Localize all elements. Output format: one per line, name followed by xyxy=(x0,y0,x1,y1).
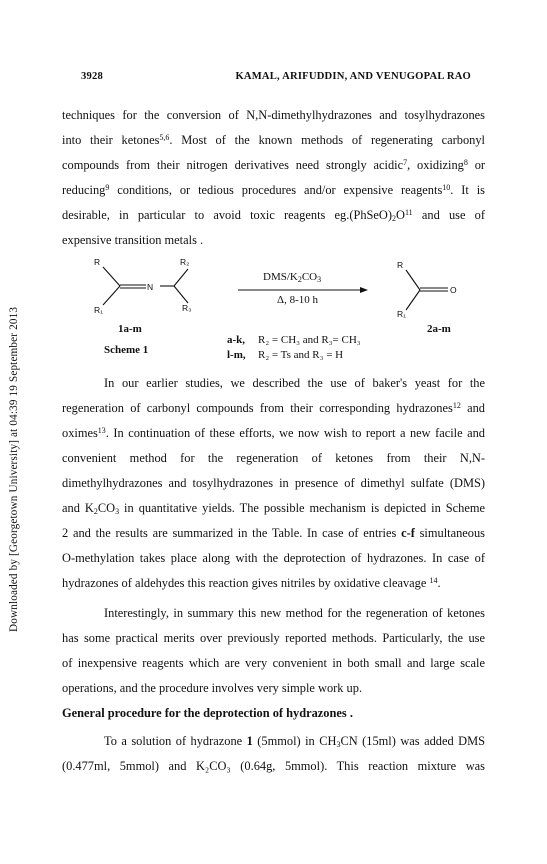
page-number: 3928 xyxy=(81,71,103,82)
text-line: desirable, in particular to avoid toxic reagents $eg.(PhSeO)_2O^{11}$ and use of xyxy=(62,208,485,223)
text-line: Interestingly, in summary this new method for the regeneration of ketones xyxy=(104,606,485,620)
text-line: and $K_2CO_3$ in quantitative yields. The possible mechanism is depicted in Scheme xyxy=(62,501,486,516)
nitrogen-atom: N xyxy=(147,282,154,292)
bond-r1-c-product xyxy=(406,290,420,310)
text-line: operations, and the procedure involves very simple work up. xyxy=(62,681,363,695)
bond-r1-c xyxy=(103,286,120,305)
reagent-label: DMS/$K_2CO_3$ xyxy=(263,271,322,284)
row2-text: R₂ = Ts and R₃ = H xyxy=(258,349,344,361)
text-line: To a solution of hydrazone 1 (5mmol) in $CH_3CN$ (15ml) was added DMS xyxy=(104,734,485,749)
text-line: compounds from their nitrogen derivatives need strongly acidic$^7$, oxidizing$^8$ or xyxy=(62,158,486,172)
bond-r-c xyxy=(103,267,120,286)
text-line: hydrazones of aldehydes this reaction gives nitriles by oxidative cleavage $^{14}$. xyxy=(62,576,441,590)
text-line: has some practical merits over previously reported methods. Particularly, the use xyxy=(62,631,485,645)
text-line: convenient method for the regeneration of ketones from their N,N- xyxy=(62,451,485,465)
row1-id: a-k, xyxy=(227,334,246,346)
text-line: O-methylation takes place along with the deprotection of hydrazones. In case of xyxy=(62,551,485,565)
bond-n-r2 xyxy=(174,269,188,286)
bond-n-r3 xyxy=(174,286,188,303)
text-line: In our earlier studies, we described the use of baker's yeast for the xyxy=(104,376,485,390)
oxygen-atom: O xyxy=(450,285,457,295)
row1-text: R₂ = CH₃ and R₃= CH₃ xyxy=(258,334,361,346)
download-watermark: Downloaded by [Georgetown University] at 04:39 19 September 2013 xyxy=(8,306,20,632)
text-line: into their ketones$^{5,6}$. Most of the known methods of regenerating carbonyl xyxy=(62,133,486,147)
section-heading: General procedure for the deprotection of hydrazones . xyxy=(62,706,353,720)
text-line: dimethylhydrazones and tosylhydrazones in presence of dimethyl sulfate (DMS) xyxy=(62,476,485,490)
bond-r-c-product xyxy=(406,270,420,290)
text-line: expensive transition metals . xyxy=(62,233,204,247)
text-line: reducing$^9$ conditions, or tedious procedures and/or expensive reagents$^{10}$. It is xyxy=(62,183,485,197)
substituent-r1: R₁ xyxy=(94,305,104,315)
row2-id: l-m, xyxy=(227,349,246,361)
substituent-r2: R₂ xyxy=(180,257,190,267)
substituent-r: R xyxy=(94,257,101,267)
scheme-label: Scheme 1 xyxy=(104,344,149,356)
condition-label: Δ, 8-10 h xyxy=(277,294,318,306)
substituent-r3: R₃ xyxy=(182,303,192,313)
product-substituent-r1: R₁ xyxy=(397,309,407,319)
product-substituent-r: R xyxy=(397,260,404,270)
running-header-authors: KAMAL, ARIFUDDIN, AND VENUGOPAL RAO xyxy=(235,71,471,82)
text-line: oximes$^{13}$. In continuation of these efforts, we now wish to report a new facile and xyxy=(62,426,485,440)
text-line: techniques for the conversion of N,N-dimethylhydrazones and tosylhydrazones xyxy=(62,108,485,122)
text-line: of inexpensive reagents which are very convenient in both small and large scale xyxy=(62,656,485,670)
start-compound-label: 1a-m xyxy=(118,323,142,335)
text-line: regeneration of carbonyl compounds from their corresponding hydrazones$^{12}$ and xyxy=(62,401,485,415)
product-compound-label: 2a-m xyxy=(427,323,451,335)
text-line: (0.477ml, 5mmol) and K₂CO₃ (0.64g, 5mmol). This reaction mixture was xyxy=(62,759,485,773)
text-line: 2 and the results are summarized in the Table. In case of entries c-f simultaneous xyxy=(62,526,485,540)
reaction-scheme xyxy=(60,252,480,364)
